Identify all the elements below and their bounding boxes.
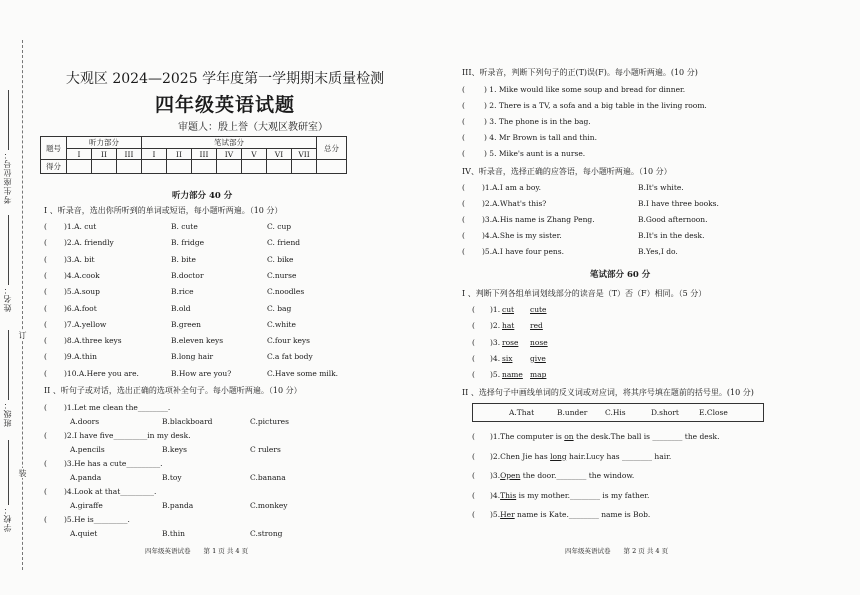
question-option-c: C.Have some milk. — [267, 368, 339, 378]
score-cell[interactable] — [167, 160, 192, 174]
margin-label-school: 学校： — [3, 505, 12, 532]
margin-word-zhuang: 装 — [18, 469, 27, 477]
question-sentence — [490, 510, 650, 519]
question-sentence — [490, 452, 671, 461]
listening-heading: 听力部分 40 分 — [172, 191, 233, 201]
score-cell[interactable] — [267, 160, 292, 174]
binding-dashed-line — [22, 40, 23, 570]
question-option-b: B. cute — [171, 222, 198, 231]
question-stem: )1.Let me clean the________. — [64, 403, 171, 412]
question-option-b: B.toy — [162, 473, 182, 482]
score-col-l2: II — [92, 149, 117, 160]
answer-paren[interactable]: ( — [472, 471, 475, 480]
answer-paren[interactable]: ( — [44, 222, 47, 231]
score-cell[interactable] — [192, 160, 217, 174]
question-option-b: B.keys — [162, 445, 187, 454]
answer-paren[interactable]: ( — [462, 133, 465, 142]
answer-paren[interactable]: ( — [44, 459, 47, 468]
score-table — [40, 136, 347, 174]
question-stem: )2.I have five_________in my desk. — [64, 431, 191, 440]
word-1: name — [502, 370, 523, 380]
option-d: D.short — [651, 408, 679, 417]
question-option-b: B.green — [171, 319, 201, 329]
score-listening-label: 听力部分 — [67, 137, 142, 149]
score-cell[interactable] — [142, 160, 167, 174]
answer-paren[interactable]: ( — [462, 247, 465, 256]
answer-paren[interactable]: ( — [44, 368, 47, 378]
answer-paren[interactable]: ( — [44, 270, 47, 280]
sentence-part: )3. — [490, 471, 501, 480]
question-option-b: B.thin — [162, 529, 185, 538]
writing-part2-title: II 、选择句子中画线单词的反义词或对应词，将其序号填在题前的括号里。(10 分) — [462, 388, 754, 397]
question-stem: )4.Look at that_________. — [64, 487, 157, 496]
word-1: cut — [502, 305, 515, 314]
answer-paren[interactable]: ( — [44, 431, 47, 440]
word-1: rose — [502, 337, 519, 347]
margin-line-seat — [8, 90, 9, 150]
question-statement: ) 5. Mike's aunt is a nurse. — [484, 149, 586, 158]
score-col-w1: I — [142, 149, 167, 160]
question-option-b: B.I have three books. — [638, 199, 719, 208]
question-option-b: B.panda — [162, 501, 194, 510]
score-cell[interactable] — [67, 160, 92, 174]
question-option-c: C. friend — [267, 238, 301, 248]
underlined-word: Open — [500, 471, 521, 480]
question-statement: ) 1. Mike would like some soup and bread for dinner. — [484, 85, 686, 94]
sentence-part: the desk.The ball is ________ the desk. — [573, 432, 720, 441]
word-2: cute — [530, 305, 547, 314]
margin-word-ding: 订 — [18, 331, 27, 339]
underlined-word: long — [550, 451, 567, 461]
score-cell[interactable] — [292, 160, 317, 174]
margin-label-name: 姓名： — [3, 285, 12, 312]
score-cell[interactable] — [117, 160, 142, 174]
exam-author: 审题人：殷上誉（大观区教研室） — [178, 122, 328, 133]
question-sentence — [490, 491, 649, 500]
answer-paren[interactable]: ( — [44, 287, 47, 297]
question-statement: ) 3. The phone is in the bag. — [484, 117, 591, 126]
answer-paren[interactable]: ( — [472, 353, 475, 363]
question-stem: )3.He has a cute_________. — [64, 459, 163, 468]
question-option-a: )6.A.foot — [64, 303, 97, 313]
sentence-part: )4. — [490, 490, 501, 500]
question-option-c: C. cup — [267, 222, 292, 231]
writing-part2-options-box — [472, 403, 764, 422]
answer-paren[interactable]: ( — [44, 254, 47, 264]
question-option-c: C.banana — [250, 473, 286, 482]
answer-paren[interactable]: ( — [44, 319, 47, 329]
score-row-label-score: 得分 — [41, 160, 67, 174]
answer-paren[interactable]: ( — [44, 352, 47, 362]
writing-part1-title: I 、判断下列各组单词划线部分的读音是（T）否（F）相同。（5 分） — [462, 289, 707, 298]
question-number: )2. — [490, 321, 501, 331]
question-option-a: )5.A.soup — [64, 287, 100, 297]
answer-paren[interactable]: ( — [472, 510, 475, 519]
score-cell[interactable] — [242, 160, 267, 174]
score-col-w6: VI — [267, 149, 292, 160]
listening-part1-title: I 、听录音，选出你所听到的单词或短语，每小题听两遍。（10 分） — [44, 206, 283, 215]
score-total-label: 总分 — [317, 137, 347, 160]
question-sentence — [490, 471, 634, 480]
answer-paren[interactable]: ( — [44, 487, 47, 496]
score-writing-label: 笔试部分 — [142, 137, 317, 149]
exam-title: 大观区 2024—2025 学年度第一学期期末质量检测 — [65, 71, 385, 87]
score-col-w7: VII — [292, 149, 317, 160]
answer-paren[interactable]: ( — [472, 490, 475, 500]
question-option-b: B.doctor — [171, 270, 204, 280]
sentence-part: is my mother.________ is my father. — [516, 490, 650, 500]
question-option-a: )10.A.Here you are. — [64, 368, 139, 378]
question-option-a: )1.A.I am a boy. — [482, 183, 541, 192]
question-option-a: )4.A.She is my sister. — [482, 231, 562, 240]
sentence-part: )1.The computer is — [490, 432, 565, 441]
question-option-a: )1.A. cut — [64, 222, 97, 231]
question-option-c: C.monkey — [250, 501, 288, 510]
score-col-l1: I — [67, 149, 92, 160]
answer-paren[interactable]: ( — [462, 231, 465, 240]
question-option-a: )3.A.His name is Zhang Peng. — [482, 215, 595, 224]
question-number: )1. — [490, 305, 501, 314]
option-e: E.Close — [699, 408, 728, 417]
question-option-a: )3.A. bit — [64, 254, 95, 264]
question-statement: ) 2. There is a TV, a sofa and a big table in the living room. — [484, 101, 707, 110]
answer-paren[interactable]: ( — [472, 370, 475, 380]
answer-paren[interactable]: ( — [462, 215, 465, 224]
listening-part4-title: IV、听录音，选择正确的应答语，每小题听两遍。（10 分） — [462, 167, 672, 176]
sentence-part: the door.________ the window. — [520, 471, 635, 480]
score-cell[interactable] — [92, 160, 117, 174]
binding-margin — [0, 0, 40, 595]
question-option-b: B. fridge — [171, 238, 205, 248]
question-option-c: C.a fat body — [267, 352, 313, 362]
word-1: six — [502, 353, 513, 363]
margin-line-school — [8, 440, 9, 505]
answer-paren[interactable]: ( — [472, 321, 475, 331]
question-option-b: B.rice — [171, 287, 194, 297]
underlined-word: Her — [500, 510, 515, 519]
margin-label-class: 班级： — [3, 400, 12, 427]
word-2: red — [530, 321, 543, 331]
score-col-w3: III — [192, 149, 217, 160]
question-option-c: C rulers — [250, 445, 281, 454]
sentence-part: )5. — [490, 510, 501, 519]
question-option-c: C.strong — [250, 529, 283, 538]
answer-paren[interactable]: ( — [44, 403, 47, 412]
question-option-a: )2.A.What's this? — [482, 199, 547, 208]
listening-part3-title: III、听录音，判断下列句子的正(T)误(F)。每小题听两遍。(10 分) — [462, 68, 698, 77]
answer-paren[interactable]: ( — [462, 199, 465, 208]
listening-part2-title: II 、听句子或对话，选出正确的选项补全句子。每小题听两遍。（10 分） — [44, 386, 302, 395]
question-option-a: A.giraffe — [70, 501, 103, 510]
question-sentence — [490, 432, 720, 441]
underlined-word: on — [564, 432, 574, 441]
question-option-a: A.quiet — [70, 529, 98, 538]
score-cell[interactable] — [217, 160, 242, 174]
sentence-part: )2.Chen Jie has — [490, 451, 551, 461]
word-2: map — [530, 370, 547, 380]
margin-label-seat: 考生座位号： — [3, 150, 12, 204]
score-cell[interactable] — [317, 160, 347, 174]
answer-paren[interactable]: ( — [472, 305, 475, 314]
question-option-a: A.panda — [70, 473, 102, 482]
question-option-b: B. bite — [171, 254, 196, 264]
answer-paren[interactable]: ( — [462, 183, 465, 192]
question-option-b: B.eleven keys — [171, 336, 224, 346]
question-option-a: )5.A.I have four pens. — [482, 247, 564, 256]
footer-left: 四年级英语试卷 第 1 页 共 4 页 — [145, 547, 249, 555]
answer-paren[interactable]: ( — [462, 117, 465, 126]
question-option-c: C. bike — [267, 254, 294, 264]
question-option-b: B.long hair — [171, 352, 214, 362]
sentence-part: hair.Lucy has ________ hair. — [566, 451, 672, 461]
question-option-b: B.old — [171, 303, 191, 313]
footer-right: 四年级英语试卷 第 2 页 共 4 页 — [565, 547, 669, 555]
word-2: give — [530, 353, 546, 363]
question-option-a: )2.A. friendly — [64, 238, 114, 248]
answer-paren[interactable]: ( — [472, 451, 475, 461]
answer-paren[interactable]: ( — [462, 101, 465, 110]
option-c: C.His — [605, 408, 626, 417]
answer-paren[interactable]: ( — [44, 336, 47, 346]
question-number: )5. — [490, 370, 501, 380]
question-number: )3. — [490, 337, 501, 347]
score-row-label-number: 题号 — [41, 137, 67, 160]
question-option-a: A.doors — [70, 417, 100, 426]
question-option-a: )9.A.thin — [64, 352, 97, 362]
answer-paren[interactable]: ( — [44, 303, 47, 313]
margin-line-class — [8, 330, 9, 400]
question-option-c: C. bag — [267, 303, 292, 313]
question-option-a: A.pencils — [70, 445, 105, 454]
question-option-b: B.It's white. — [638, 183, 684, 192]
question-option-a: )8.A.three keys — [64, 336, 122, 346]
question-option-a: )7.A.yellow — [64, 319, 107, 329]
word-1: hat — [502, 321, 515, 331]
question-option-a: )4.A.cook — [64, 270, 100, 280]
answer-paren[interactable]: ( — [462, 85, 465, 94]
answer-paren[interactable]: ( — [472, 337, 475, 347]
question-option-c: C.nurse — [267, 270, 297, 280]
score-col-w4: IV — [217, 149, 242, 160]
question-option-b: B.blackboard — [162, 417, 213, 426]
question-option-b: B.It's in the desk. — [638, 231, 705, 240]
question-stem: )5.He is_________. — [64, 515, 130, 524]
score-col-w2: II — [167, 149, 192, 160]
word-2: nose — [530, 337, 548, 347]
question-number: )4. — [490, 353, 501, 363]
underlined-word: This — [500, 490, 517, 500]
answer-paren[interactable]: ( — [462, 149, 465, 158]
question-option-b: B.Yes,I do. — [638, 247, 678, 256]
answer-paren[interactable]: ( — [44, 238, 47, 248]
answer-paren[interactable]: ( — [44, 515, 47, 524]
sentence-part: name is Kate.________ name is Bob. — [514, 510, 651, 519]
question-option-b: B.How are you? — [171, 368, 232, 378]
question-option-c: C.four keys — [267, 336, 311, 346]
question-option-c: C.white — [267, 319, 296, 329]
question-option-c: C.noodles — [267, 287, 305, 297]
margin-line-name — [8, 215, 9, 285]
answer-paren[interactable]: ( — [472, 432, 475, 441]
score-col-w5: V — [242, 149, 267, 160]
option-b: B.under — [557, 408, 588, 417]
exam-subtitle: 四年级英语试题 — [154, 94, 295, 116]
question-option-c: C.pictures — [250, 417, 289, 426]
question-option-b: B.Good afternoon. — [638, 215, 708, 224]
question-statement: ) 4. Mr Brown is tall and thin. — [484, 133, 597, 142]
option-a: A.That — [509, 408, 535, 417]
writing-heading: 笔试部分 60 分 — [590, 270, 651, 280]
score-col-l3: III — [117, 149, 142, 160]
